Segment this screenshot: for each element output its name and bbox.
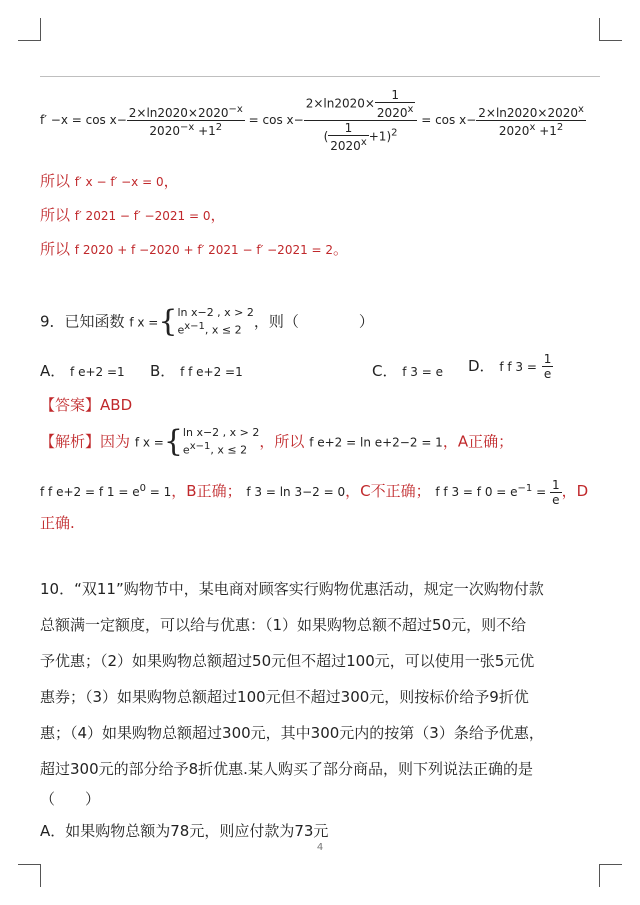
fraction-3: $\frac{2\times\ln 2020\times 2020^x}{2020^x +1^2}$ [478,104,584,138]
derivation-lhs: f′ −x = cos x− [40,113,127,127]
page-number: 4 [316,842,324,853]
q10-line-7: （ ） [40,790,101,808]
q9-answer: 【答案】ABD [40,396,133,414]
conclusion-1: 所以 f′ x − f′ −x = 0， [40,172,179,190]
conclusion-2: 所以 f′ 2021 − f′ −2021 = 0， [40,206,226,224]
fraction-1: $\frac{2\times\ln 2020\times 2020^{-x}}{2020^{-x} +1^2}$ [128,104,243,138]
q10-line-2: 总额满一定额度，可以给与优惠：（1）如果购物总额不超过50元，则不给 [40,616,527,634]
q10-line-1: 10．“双11”购物节中，某电商对顾客实行购物优惠活动，规定一次购物付款 [40,580,544,598]
q9-stem: 9．已知函数 f x ={ ln x−2 , x > 2 $e^{x-1}$, x ≤ 2 ，则（ ） [40,303,374,339]
q10-option-a: A．如果购物总额为78元，则应付款为73元 [40,822,329,840]
crop-mark-bottom-left [18,864,41,887]
q9-analysis-line-3: 正确. [40,514,75,532]
q9-cases: ln x−2 , x > 2 $e^{x-1}$, x ≤ 2 [177,306,254,337]
conclusion-3: 所以 f 2020 + f −2020 + f′ 2021 − f′ −2021 = 2。 [40,240,349,258]
q10-line-3: 予优惠；（2）如果购物总额超过50元但不超过100元，可以使用一张5元优 [40,652,535,670]
crop-mark-top-right [599,18,622,41]
crop-mark-top-left [18,18,41,41]
q9-analysis-line-1: 【解析】因为 f x ={ ln x−2 , x > 2 $e^{x-1}$, x ≤ 2 ，所以 f e+2 = ln e+2−2 = 1，A正确； [40,423,514,459]
q9-brace: { [158,303,178,339]
derivation-eq2: = cos x− [248,113,304,127]
q9-option-c: C． f 3 = e [372,362,444,380]
q10-line-5: 惠；（4）如果购物总额超过300元，其中300元内的按第（3）条给予优惠， [40,724,544,742]
derivation-line [40,88,586,153]
q10-line-6: 超过300元的部分给予8折优惠.某人购买了部分商品，则下列说法正确的是 [40,760,533,778]
q9-option-b: B． f f e+2 =1 [150,362,243,380]
derivation-eq3: = cos x− [421,113,477,127]
q9-option-d: D． f f 3 = $\frac{1}{e}$ [468,352,552,381]
q9-analysis-line-2: f f e+2 = f $1 = e^0 = 1$，B正确； f 3 = ln 3−2 = 0，C不正确； f f 3 = f $0 = e^{-1}$ = $\frac{1}{e}$ ，D [40,478,589,507]
fraction-2: 2×ln2020× $\frac{1}{2020^x}$ ( $\frac{1}{2020^x}$ +1)$^2$ [304,88,418,153]
q10-line-4: 惠券；（3）如果购物总额超过100元但不超过300元，则按标价给予9折优 [40,688,529,706]
header-rule [40,76,600,77]
crop-mark-bottom-right [599,864,622,887]
q9-option-a: A． f e+2 =1 [40,362,125,380]
